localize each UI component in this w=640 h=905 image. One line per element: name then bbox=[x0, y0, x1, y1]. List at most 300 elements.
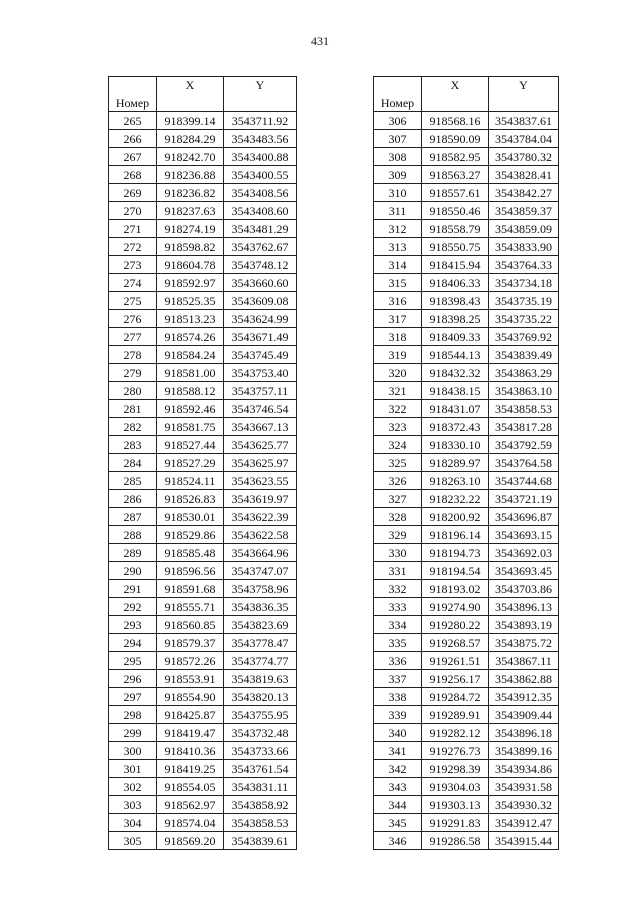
point-number-cell: 305 bbox=[109, 832, 157, 850]
point-number-cell: 309 bbox=[374, 166, 422, 184]
x-coordinate-cell: 918591.68 bbox=[157, 580, 224, 598]
y-coordinate-cell: 3543481.29 bbox=[224, 220, 297, 238]
y-coordinate-cell: 3543792.59 bbox=[489, 436, 559, 454]
point-number-cell: 340 bbox=[374, 724, 422, 742]
x-coordinate-cell: 918419.47 bbox=[157, 724, 224, 742]
coordinates-table-left bbox=[108, 76, 297, 850]
table-row bbox=[109, 310, 297, 328]
y-coordinate-cell: 3543622.58 bbox=[224, 526, 297, 544]
point-number-cell: 331 bbox=[374, 562, 422, 580]
x-coordinate-cell: 918572.26 bbox=[157, 652, 224, 670]
y-coordinate-cell: 3543858.92 bbox=[224, 796, 297, 814]
y-coordinate-cell: 3543859.09 bbox=[489, 220, 559, 238]
y-coordinate-cell: 3543483.56 bbox=[224, 130, 297, 148]
point-number-cell: 335 bbox=[374, 634, 422, 652]
table-row bbox=[374, 454, 559, 472]
table-row bbox=[109, 418, 297, 436]
x-coordinate-cell: 918524.11 bbox=[157, 472, 224, 490]
table-row bbox=[374, 778, 559, 796]
point-number-cell: 344 bbox=[374, 796, 422, 814]
x-coordinate-cell: 918581.00 bbox=[157, 364, 224, 382]
y-coordinate-cell: 3543778.47 bbox=[224, 634, 297, 652]
point-number-cell: 330 bbox=[374, 544, 422, 562]
x-coordinate-cell: 918194.54 bbox=[422, 562, 489, 580]
table-row bbox=[374, 400, 559, 418]
x-coordinate-cell: 918398.25 bbox=[422, 310, 489, 328]
point-number-cell: 272 bbox=[109, 238, 157, 256]
table-row bbox=[109, 706, 297, 724]
x-coordinate-cell: 918592.46 bbox=[157, 400, 224, 418]
y-coordinate-cell: 3543819.63 bbox=[224, 670, 297, 688]
point-number-cell: 311 bbox=[374, 202, 422, 220]
y-coordinate-cell: 3543837.61 bbox=[489, 112, 559, 130]
point-number-cell: 307 bbox=[374, 130, 422, 148]
x-coordinate-cell: 918237.63 bbox=[157, 202, 224, 220]
table-row bbox=[374, 256, 559, 274]
point-number-cell: 267 bbox=[109, 148, 157, 166]
x-coordinate-cell: 918432.32 bbox=[422, 364, 489, 382]
y-coordinate-cell: 3543408.56 bbox=[224, 184, 297, 202]
x-coordinate-cell: 918558.79 bbox=[422, 220, 489, 238]
table-row bbox=[374, 796, 559, 814]
x-coordinate-cell: 918274.19 bbox=[157, 220, 224, 238]
y-coordinate-cell: 3543400.55 bbox=[224, 166, 297, 184]
point-number-cell: 299 bbox=[109, 724, 157, 742]
x-coordinate-cell: 918598.82 bbox=[157, 238, 224, 256]
table-row bbox=[374, 436, 559, 454]
table-row bbox=[374, 346, 559, 364]
table-row bbox=[374, 292, 559, 310]
table-row bbox=[374, 580, 559, 598]
table-row bbox=[374, 382, 559, 400]
x-coordinate-cell: 919289.91 bbox=[422, 706, 489, 724]
table-row bbox=[109, 400, 297, 418]
y-coordinate-cell: 3543721.19 bbox=[489, 490, 559, 508]
x-coordinate-cell: 918553.91 bbox=[157, 670, 224, 688]
x-coordinate-cell: 918409.33 bbox=[422, 328, 489, 346]
point-number-cell: 323 bbox=[374, 418, 422, 436]
table-row bbox=[109, 382, 297, 400]
table-row bbox=[109, 544, 297, 562]
y-coordinate-cell: 3543817.28 bbox=[489, 418, 559, 436]
point-number-cell: 271 bbox=[109, 220, 157, 238]
point-number-cell: 308 bbox=[374, 148, 422, 166]
point-number-cell: 281 bbox=[109, 400, 157, 418]
y-coordinate-cell: 3543732.48 bbox=[224, 724, 297, 742]
y-coordinate-cell: 3543859.37 bbox=[489, 202, 559, 220]
table-row bbox=[109, 670, 297, 688]
point-number-cell: 342 bbox=[374, 760, 422, 778]
x-coordinate-cell: 918194.73 bbox=[422, 544, 489, 562]
x-coordinate-cell: 918563.27 bbox=[422, 166, 489, 184]
point-number-cell: 338 bbox=[374, 688, 422, 706]
point-number-cell: 322 bbox=[374, 400, 422, 418]
x-coordinate-cell: 918236.88 bbox=[157, 166, 224, 184]
y-coordinate-cell: 3543934.86 bbox=[489, 760, 559, 778]
x-coordinate-cell: 918529.86 bbox=[157, 526, 224, 544]
x-coordinate-cell: 918527.29 bbox=[157, 454, 224, 472]
table-row bbox=[374, 670, 559, 688]
y-coordinate-cell: 3543753.40 bbox=[224, 364, 297, 382]
y-coordinate-cell: 3543823.69 bbox=[224, 616, 297, 634]
table-row bbox=[374, 544, 559, 562]
y-coordinate-cell: 3543836.35 bbox=[224, 598, 297, 616]
x-coordinate-cell: 918415.94 bbox=[422, 256, 489, 274]
point-number-cell: 292 bbox=[109, 598, 157, 616]
x-coordinate-cell: 918410.36 bbox=[157, 742, 224, 760]
table-row bbox=[109, 274, 297, 292]
y-coordinate-cell: 3543863.10 bbox=[489, 382, 559, 400]
y-coordinate-cell: 3543862.88 bbox=[489, 670, 559, 688]
x-coordinate-cell: 919282.12 bbox=[422, 724, 489, 742]
y-coordinate-cell: 3543858.53 bbox=[224, 814, 297, 832]
y-coordinate-cell: 3543774.77 bbox=[224, 652, 297, 670]
y-coordinate-cell: 3543839.61 bbox=[224, 832, 297, 850]
point-number-cell: 266 bbox=[109, 130, 157, 148]
y-coordinate-cell: 3543899.16 bbox=[489, 742, 559, 760]
x-coordinate-cell: 918585.48 bbox=[157, 544, 224, 562]
y-coordinate-cell: 3543623.55 bbox=[224, 472, 297, 490]
point-number-cell: 288 bbox=[109, 526, 157, 544]
point-number-cell: 304 bbox=[109, 814, 157, 832]
y-coordinate-cell: 3543400.88 bbox=[224, 148, 297, 166]
table-row bbox=[109, 472, 297, 490]
x-coordinate-cell: 919284.72 bbox=[422, 688, 489, 706]
point-number-cell: 317 bbox=[374, 310, 422, 328]
point-number-cell: 280 bbox=[109, 382, 157, 400]
table-row bbox=[374, 364, 559, 382]
point-number-cell: 328 bbox=[374, 508, 422, 526]
y-coordinate-cell: 3543664.96 bbox=[224, 544, 297, 562]
table-row bbox=[374, 310, 559, 328]
y-coordinate-cell: 3543780.32 bbox=[489, 148, 559, 166]
y-coordinate-cell: 3543696.87 bbox=[489, 508, 559, 526]
point-number-cell: 268 bbox=[109, 166, 157, 184]
header-x: X bbox=[157, 77, 224, 112]
x-coordinate-cell: 918289.97 bbox=[422, 454, 489, 472]
table-row bbox=[374, 472, 559, 490]
x-coordinate-cell: 918590.09 bbox=[422, 130, 489, 148]
x-coordinate-cell: 918554.90 bbox=[157, 688, 224, 706]
y-coordinate-cell: 3543931.58 bbox=[489, 778, 559, 796]
y-coordinate-cell: 3543408.60 bbox=[224, 202, 297, 220]
point-number-cell: 341 bbox=[374, 742, 422, 760]
x-coordinate-cell: 918526.83 bbox=[157, 490, 224, 508]
point-number-cell: 316 bbox=[374, 292, 422, 310]
point-number-cell: 270 bbox=[109, 202, 157, 220]
point-number-cell: 284 bbox=[109, 454, 157, 472]
x-coordinate-cell: 918513.23 bbox=[157, 310, 224, 328]
x-coordinate-cell: 918200.92 bbox=[422, 508, 489, 526]
point-number-cell: 312 bbox=[374, 220, 422, 238]
point-number-cell: 303 bbox=[109, 796, 157, 814]
x-coordinate-cell: 918193.02 bbox=[422, 580, 489, 598]
x-coordinate-cell: 919303.13 bbox=[422, 796, 489, 814]
point-number-cell: 276 bbox=[109, 310, 157, 328]
y-coordinate-cell: 3543758.96 bbox=[224, 580, 297, 598]
point-number-cell: 343 bbox=[374, 778, 422, 796]
x-coordinate-cell: 919286.58 bbox=[422, 832, 489, 850]
y-coordinate-cell: 3543747.07 bbox=[224, 562, 297, 580]
x-coordinate-cell: 918544.13 bbox=[422, 346, 489, 364]
x-coordinate-cell: 918560.85 bbox=[157, 616, 224, 634]
y-coordinate-cell: 3543912.47 bbox=[489, 814, 559, 832]
x-coordinate-cell: 918574.26 bbox=[157, 328, 224, 346]
table-row bbox=[374, 238, 559, 256]
coordinates-table-right bbox=[373, 76, 559, 850]
x-coordinate-cell: 918604.78 bbox=[157, 256, 224, 274]
y-coordinate-cell: 3543619.97 bbox=[224, 490, 297, 508]
table-row bbox=[109, 148, 297, 166]
y-coordinate-cell: 3543930.32 bbox=[489, 796, 559, 814]
table-row bbox=[374, 616, 559, 634]
table-row bbox=[109, 202, 297, 220]
table-row bbox=[109, 454, 297, 472]
y-coordinate-cell: 3543839.49 bbox=[489, 346, 559, 364]
table-row bbox=[109, 184, 297, 202]
point-number-cell: 337 bbox=[374, 670, 422, 688]
table-row bbox=[109, 490, 297, 508]
y-coordinate-cell: 3543625.77 bbox=[224, 436, 297, 454]
y-coordinate-cell: 3543745.49 bbox=[224, 346, 297, 364]
page-number: 431 bbox=[311, 34, 329, 48]
x-coordinate-cell: 918330.10 bbox=[422, 436, 489, 454]
x-coordinate-cell: 919276.73 bbox=[422, 742, 489, 760]
point-number-cell: 300 bbox=[109, 742, 157, 760]
point-number-cell: 282 bbox=[109, 418, 157, 436]
x-coordinate-cell: 919280.22 bbox=[422, 616, 489, 634]
y-coordinate-cell: 3543769.92 bbox=[489, 328, 559, 346]
x-coordinate-cell: 918588.12 bbox=[157, 382, 224, 400]
x-coordinate-cell: 918525.35 bbox=[157, 292, 224, 310]
point-number-cell: 315 bbox=[374, 274, 422, 292]
table-row bbox=[374, 202, 559, 220]
point-number-cell: 313 bbox=[374, 238, 422, 256]
table-row bbox=[374, 814, 559, 832]
table-row bbox=[109, 238, 297, 256]
table-row bbox=[374, 274, 559, 292]
y-coordinate-cell: 3543746.54 bbox=[224, 400, 297, 418]
y-coordinate-cell: 3543671.49 bbox=[224, 328, 297, 346]
table-row bbox=[109, 562, 297, 580]
point-number-cell: 329 bbox=[374, 526, 422, 544]
x-coordinate-cell: 918555.71 bbox=[157, 598, 224, 616]
y-coordinate-cell: 3543863.29 bbox=[489, 364, 559, 382]
point-number-cell: 325 bbox=[374, 454, 422, 472]
table-row bbox=[374, 832, 559, 850]
table-row bbox=[109, 364, 297, 382]
point-number-cell: 327 bbox=[374, 490, 422, 508]
y-coordinate-cell: 3543735.19 bbox=[489, 292, 559, 310]
header-x: X bbox=[422, 77, 489, 112]
table-row bbox=[374, 130, 559, 148]
x-coordinate-cell: 918569.20 bbox=[157, 832, 224, 850]
table-row bbox=[109, 760, 297, 778]
x-coordinate-cell: 919274.90 bbox=[422, 598, 489, 616]
point-number-cell: 298 bbox=[109, 706, 157, 724]
y-coordinate-cell: 3543858.53 bbox=[489, 400, 559, 418]
point-number-cell: 324 bbox=[374, 436, 422, 454]
point-number-cell: 333 bbox=[374, 598, 422, 616]
y-coordinate-cell: 3543609.08 bbox=[224, 292, 297, 310]
table-row bbox=[374, 526, 559, 544]
table-header-row bbox=[374, 77, 559, 112]
table-row bbox=[109, 796, 297, 814]
point-number-cell: 291 bbox=[109, 580, 157, 598]
table-row bbox=[109, 130, 297, 148]
x-coordinate-cell: 919298.39 bbox=[422, 760, 489, 778]
y-coordinate-cell: 3543734.18 bbox=[489, 274, 559, 292]
x-coordinate-cell: 918568.16 bbox=[422, 112, 489, 130]
point-number-cell: 334 bbox=[374, 616, 422, 634]
point-number-cell: 278 bbox=[109, 346, 157, 364]
table-row bbox=[109, 832, 297, 850]
x-coordinate-cell: 918399.14 bbox=[157, 112, 224, 130]
table-row bbox=[109, 436, 297, 454]
y-coordinate-cell: 3543764.58 bbox=[489, 454, 559, 472]
x-coordinate-cell: 918242.70 bbox=[157, 148, 224, 166]
table-row bbox=[374, 598, 559, 616]
table-row bbox=[109, 220, 297, 238]
table-row bbox=[374, 706, 559, 724]
y-coordinate-cell: 3543764.33 bbox=[489, 256, 559, 274]
x-coordinate-cell: 918236.82 bbox=[157, 184, 224, 202]
x-coordinate-cell: 918438.15 bbox=[422, 382, 489, 400]
x-coordinate-cell: 918579.37 bbox=[157, 634, 224, 652]
y-coordinate-cell: 3543784.04 bbox=[489, 130, 559, 148]
y-coordinate-cell: 3543744.68 bbox=[489, 472, 559, 490]
y-coordinate-cell: 3543692.03 bbox=[489, 544, 559, 562]
point-number-cell: 319 bbox=[374, 346, 422, 364]
point-number-cell: 297 bbox=[109, 688, 157, 706]
y-coordinate-cell: 3543693.45 bbox=[489, 562, 559, 580]
x-coordinate-cell: 918196.14 bbox=[422, 526, 489, 544]
y-coordinate-cell: 3543703.86 bbox=[489, 580, 559, 598]
x-coordinate-cell: 918530.01 bbox=[157, 508, 224, 526]
table-row bbox=[374, 220, 559, 238]
table-row bbox=[109, 166, 297, 184]
table-row bbox=[374, 688, 559, 706]
y-coordinate-cell: 3543820.13 bbox=[224, 688, 297, 706]
table-row bbox=[109, 346, 297, 364]
table-row bbox=[109, 724, 297, 742]
x-coordinate-cell: 918425.87 bbox=[157, 706, 224, 724]
table-row bbox=[109, 616, 297, 634]
table-row bbox=[109, 112, 297, 130]
point-number-cell: 295 bbox=[109, 652, 157, 670]
point-number-cell: 345 bbox=[374, 814, 422, 832]
point-number-cell: 290 bbox=[109, 562, 157, 580]
y-coordinate-cell: 3543660.60 bbox=[224, 274, 297, 292]
x-coordinate-cell: 918550.46 bbox=[422, 202, 489, 220]
x-coordinate-cell: 918263.10 bbox=[422, 472, 489, 490]
y-coordinate-cell: 3543875.72 bbox=[489, 634, 559, 652]
y-coordinate-cell: 3543915.44 bbox=[489, 832, 559, 850]
table-row bbox=[109, 508, 297, 526]
y-coordinate-cell: 3543896.18 bbox=[489, 724, 559, 742]
point-number-cell: 294 bbox=[109, 634, 157, 652]
x-coordinate-cell: 918581.75 bbox=[157, 418, 224, 436]
x-coordinate-cell: 919261.51 bbox=[422, 652, 489, 670]
point-number-cell: 287 bbox=[109, 508, 157, 526]
x-coordinate-cell: 918557.61 bbox=[422, 184, 489, 202]
x-coordinate-cell: 919256.17 bbox=[422, 670, 489, 688]
y-coordinate-cell: 3543693.15 bbox=[489, 526, 559, 544]
point-number-cell: 293 bbox=[109, 616, 157, 634]
header-y: Y bbox=[224, 77, 297, 112]
table-row bbox=[109, 526, 297, 544]
point-number-cell: 279 bbox=[109, 364, 157, 382]
x-coordinate-cell: 918398.43 bbox=[422, 292, 489, 310]
point-number-cell: 310 bbox=[374, 184, 422, 202]
y-coordinate-cell: 3543625.97 bbox=[224, 454, 297, 472]
point-number-cell: 346 bbox=[374, 832, 422, 850]
table-row bbox=[374, 508, 559, 526]
y-coordinate-cell: 3543912.35 bbox=[489, 688, 559, 706]
x-coordinate-cell: 918554.05 bbox=[157, 778, 224, 796]
x-coordinate-cell: 918406.33 bbox=[422, 274, 489, 292]
point-number-cell: 326 bbox=[374, 472, 422, 490]
header-y: Y bbox=[489, 77, 559, 112]
point-number-cell: 318 bbox=[374, 328, 422, 346]
table-row bbox=[374, 634, 559, 652]
point-number-cell: 321 bbox=[374, 382, 422, 400]
x-coordinate-cell: 918562.97 bbox=[157, 796, 224, 814]
x-coordinate-cell: 918527.44 bbox=[157, 436, 224, 454]
point-number-cell: 285 bbox=[109, 472, 157, 490]
point-number-cell: 320 bbox=[374, 364, 422, 382]
point-number-cell: 283 bbox=[109, 436, 157, 454]
y-coordinate-cell: 3543667.13 bbox=[224, 418, 297, 436]
table-row bbox=[109, 256, 297, 274]
point-number-cell: 286 bbox=[109, 490, 157, 508]
y-coordinate-cell: 3543757.11 bbox=[224, 382, 297, 400]
point-number-cell: 301 bbox=[109, 760, 157, 778]
point-number-cell: 274 bbox=[109, 274, 157, 292]
x-coordinate-cell: 919291.83 bbox=[422, 814, 489, 832]
y-coordinate-cell: 3543733.66 bbox=[224, 742, 297, 760]
point-number-cell: 314 bbox=[374, 256, 422, 274]
table-row bbox=[109, 292, 297, 310]
x-coordinate-cell: 918592.97 bbox=[157, 274, 224, 292]
table-row bbox=[374, 328, 559, 346]
point-number-cell: 336 bbox=[374, 652, 422, 670]
y-coordinate-cell: 3543909.44 bbox=[489, 706, 559, 724]
point-number-cell: 302 bbox=[109, 778, 157, 796]
table-row bbox=[374, 562, 559, 580]
table-row bbox=[374, 148, 559, 166]
table-row bbox=[374, 652, 559, 670]
y-coordinate-cell: 3543735.22 bbox=[489, 310, 559, 328]
point-number-cell: 306 bbox=[374, 112, 422, 130]
point-number-cell: 296 bbox=[109, 670, 157, 688]
table-row bbox=[109, 742, 297, 760]
table-header-row bbox=[109, 77, 297, 112]
x-coordinate-cell: 918232.22 bbox=[422, 490, 489, 508]
table-row bbox=[374, 742, 559, 760]
table-row bbox=[109, 634, 297, 652]
y-coordinate-cell: 3543842.27 bbox=[489, 184, 559, 202]
table-row bbox=[374, 112, 559, 130]
table-row bbox=[374, 418, 559, 436]
table-row bbox=[109, 778, 297, 796]
table-row bbox=[374, 724, 559, 742]
y-coordinate-cell: 3543711.92 bbox=[224, 112, 297, 130]
x-coordinate-cell: 918574.04 bbox=[157, 814, 224, 832]
point-number-cell: 269 bbox=[109, 184, 157, 202]
y-coordinate-cell: 3543622.39 bbox=[224, 508, 297, 526]
y-coordinate-cell: 3543893.19 bbox=[489, 616, 559, 634]
